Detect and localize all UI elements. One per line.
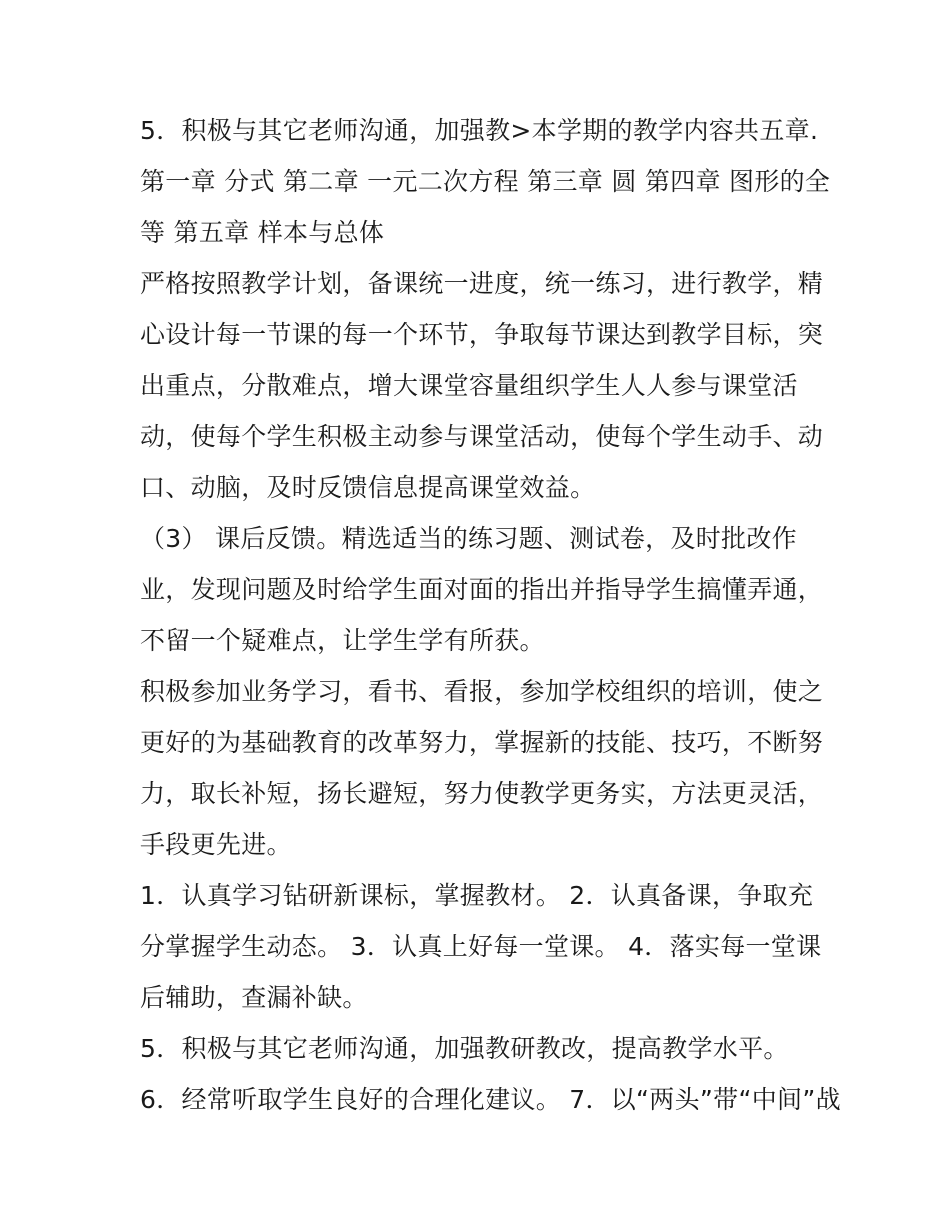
text-line: 5．积极与其它老师沟通，加强教研教改，提高教学水平。 <box>140 1034 789 1063</box>
text-line: 严格按照教学计划，备课统一进度，统一练习，进行教学，精 <box>140 269 824 298</box>
text-line: 6．经常听取学生良好的合理化建议。 7．以“两头”带“中间”战 <box>140 1085 841 1114</box>
text-line: 积极参加业务学习，看书、看报，参加学校组织的培训，使之 <box>140 677 824 706</box>
text-line: 分掌握学生动态。 3．认真上好每一堂课。 4．落实每一堂课 <box>140 932 822 961</box>
text-line: 第一章 分式 第二章 一元二次方程 第三章 圆 第四章 图形的全 <box>140 167 831 196</box>
document-body <box>140 105 840 1125</box>
text-line: 业，发现问题及时给学生面对面的指出并指导学生搞懂弄通， <box>140 575 824 604</box>
text-line: 1．认真学习钻研新课标，掌握教材。 2．认真备课，争取充 <box>140 881 814 910</box>
text-line: 心设计每一节课的每一个环节，争取每节课达到教学目标，突 <box>140 320 824 349</box>
text-line: 力，取长补短，扬长避短，努力使教学更务实，方法更灵活， <box>140 779 824 808</box>
text-line: 手段更先进。 <box>140 830 292 859</box>
text-line: 出重点，分散难点，增大课堂容量组织学生人人参与课堂活 <box>140 371 798 400</box>
text-line: （3） 课后反馈。精选适当的练习题、测试卷，及时批改作 <box>140 524 797 553</box>
text-line: 5．积极与其它老师沟通，加强教>本学期的教学内容共五章. <box>140 116 819 145</box>
text-line: 不留一个疑难点，让学生学有所获。 <box>140 626 545 655</box>
text-line: 更好的为基础教育的改革努力，掌握新的技能、技巧，不断努 <box>140 728 824 757</box>
text-line: 等 第五章 样本与总体 <box>140 218 385 247</box>
text-line: 动，使每个学生积极主动参与课堂活动，使每个学生动手、动 <box>140 422 824 451</box>
text-line: 口、动脑，及时反馈信息提高课堂效益。 <box>140 473 596 502</box>
text-line: 后辅助，查漏补缺。 <box>140 983 368 1012</box>
